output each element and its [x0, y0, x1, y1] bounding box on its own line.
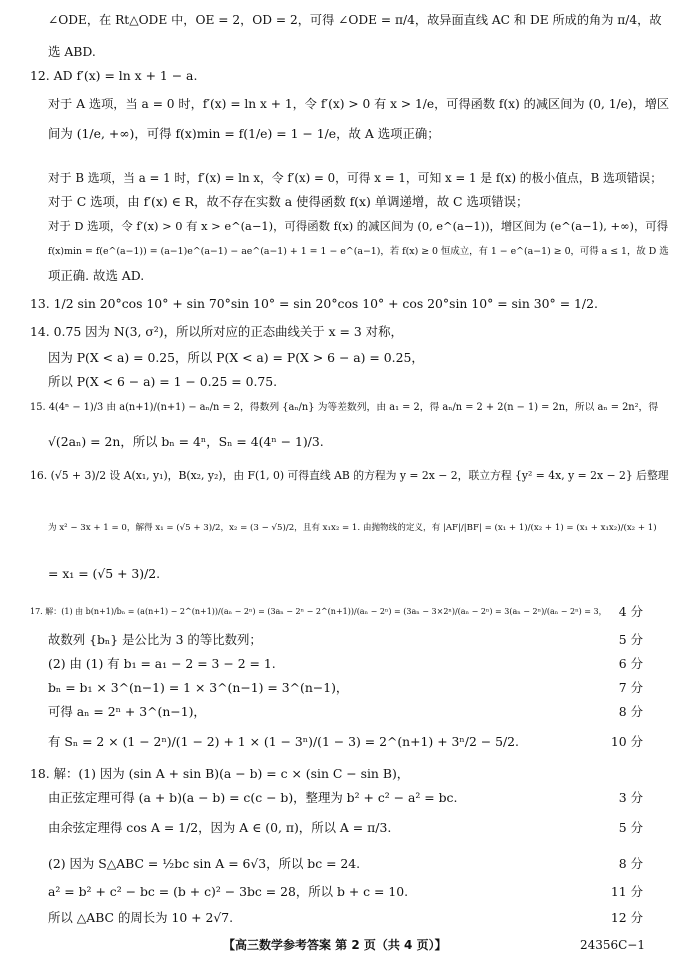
score-marker: 11 分: [610, 884, 643, 899]
text-line: 15. 4(4ⁿ − 1)/3 由 a(n+1)/(n+1) − aₙ/n = 2，得数列 {aₙ/n} 为等差数列，由 a₁ = 2，得 aₙ/n = 2 + 2(n − 1) = 2n，所以 aₙ = 2n²，得: [30, 402, 659, 413]
score-marker: 10 分: [610, 734, 643, 749]
text-line: 16. (√5 + 3)/2 设 A(x₁, y₁)，B(x₂, y₂)，由 F(1, 0) 可得直线 AB 的方程为 y = 2x − 2，联立方程 {y² = 4x, y = 2x − 2} 后整理: [30, 469, 669, 482]
text-line: 有 Sₙ = 2 × (1 − 2ⁿ)/(1 − 2) + 1 × (1 − 3ⁿ)/(1 − 3) = 2^(n+1) + 3ⁿ/2 − 5/2.: [48, 734, 519, 749]
text-line: 14. 0.75 因为 N(3, σ²)，所以所对应的正态曲线关于 x = 3 对称，: [30, 324, 403, 339]
text-line: 对于 B 选项，当 a = 1 时，f′(x) = ln x，令 f′(x) = 0，可得 x = 1，可知 x = 1 是 f(x) 的极小值点，B 选项错误；: [48, 171, 662, 185]
text-line: 间为 (1/e, +∞)，可得 f(x)min = f(1/e) = 1 − 1/e，故 A 选项正确；: [48, 126, 440, 141]
score-marker: 12 分: [610, 910, 643, 925]
text-line: (2) 由 (1) 有 b₁ = a₁ − 2 = 3 − 2 = 1.: [48, 656, 276, 671]
text-line: ∠ODE，在 Rt△ODE 中，OE = 2，OD = 2，可得 ∠ODE = π/4，故异面直线 AC 和 DE 所成的角为 π/4，故: [48, 13, 662, 27]
text-line: 对于 C 选项，由 f′(x) ∈ R，故不存在实数 a 使得函数 f(x) 单调递增，故 C 选项错误；: [48, 194, 529, 209]
score-marker: 8 分: [618, 856, 643, 871]
score-marker: 7 分: [618, 680, 643, 695]
text-line: 故数列 {bₙ} 是公比为 3 的等比数列；: [48, 632, 262, 647]
text-line: 所以 P(X < 6 − a) = 1 − 0.25 = 0.75.: [48, 374, 278, 389]
text-line: = x₁ = (√5 + 3)/2.: [48, 566, 161, 581]
text-line: f(x)min = f(e^(a−1)) = (a−1)e^(a−1) − ae^(a−1) + 1 = 1 − e^(a−1)，若 f(x) ≥ 0 恒成立，有 1 − e^(a−1) ≥ 0，可得 a ≤ 1，故 D 选: [48, 246, 669, 257]
text-line: 所以 △ABC 的周长为 10 + 2√7.: [48, 910, 234, 925]
text-line: 13. 1/2 sin 20°cos 10° + sin 70°sin 10° = sin 20°cos 10° + cos 20°sin 10° = sin 30° = 1/2.: [30, 296, 598, 311]
text-line: 为 x² − 3x + 1 = 0，解得 x₁ = (√5 + 3)/2，x₂ = (3 − √5)/2，且有 x₁x₂ = 1. 由抛物线的定义，有 |AF|/|BF| = (x₁ + 1)/(x₂ + 1) = (x₁ + x₁x₂)/(x₂ + 1): [48, 523, 657, 533]
score-marker: 6 分: [618, 656, 643, 671]
score-marker: 3 分: [618, 790, 643, 805]
text-line: 由正弦定理可得 (a + b)(a − b) = c(c − b)，整理为 b² + c² − a² = bc.: [48, 790, 458, 805]
text-line: 17. 解：(1) 由 b(n+1)/bₙ = (a(n+1) − 2^(n+1))/(aₙ − 2ⁿ) = (3aₙ − 2ⁿ − 2^(n+1))/(aₙ − 2ⁿ) = (3aₙ − 3×2ⁿ)/(aₙ − 2ⁿ) = 3(aₙ − 2ⁿ)/(aₙ − 2ⁿ) = 3，: [30, 607, 607, 616]
text-line: 18. 解：(1) 因为 (sin A + sin B)(a − b) = c × (sin C − sin B)，: [30, 766, 410, 781]
text-line: 项正确. 故选 AD.: [48, 268, 145, 283]
score-marker: 5 分: [618, 820, 643, 835]
text-line: 可得 aₙ = 2ⁿ + 3^(n−1)，: [48, 704, 206, 719]
text-line: (2) 因为 S△ABC = ½bc sin A = 6√3，所以 bc = 24.: [48, 856, 361, 871]
score-marker: 8 分: [618, 704, 643, 719]
score-marker: 5 分: [618, 632, 643, 647]
score-marker: 4 分: [618, 604, 643, 619]
text-line: √(2aₙ) = 2n，所以 bₙ = 4ⁿ，Sₙ = 4(4ⁿ − 1)/3.: [48, 434, 324, 449]
text-line: 对于 D 选项，令 f′(x) > 0 有 x > e^(a−1)，可得函数 f(x) 的减区间为 (0, e^(a−1))，增区间为 (e^(a−1), +∞)，可得: [48, 219, 669, 233]
text-line: 因为 P(X < a) = 0.25，所以 P(X < a) = P(X > 6 − a) = 0.25，: [48, 350, 424, 365]
text-line: 由余弦定理得 cos A = 1/2，因为 A ∈ (0, π)，所以 A = π/3.: [48, 820, 392, 835]
text-line: 12. AD f′(x) = ln x + 1 − a.: [30, 68, 198, 83]
footer-title: 【高三数学参考答案 第 2 页（共 4 页）】: [223, 938, 447, 952]
text-line: 对于 A 选项，当 a = 0 时，f′(x) = ln x + 1，令 f′(x) > 0 有 x > 1/e，可得函数 f(x) 的减区间为 (0, 1/e)，增区: [48, 97, 670, 111]
footer-code: 24356C−1: [579, 938, 645, 952]
text-line: 选 ABD.: [48, 44, 96, 59]
text-line: bₙ = b₁ × 3^(n−1) = 1 × 3^(n−1) = 3^(n−1)，: [48, 680, 349, 695]
text-line: a² = b² + c² − bc = (b + c)² − 3bc = 28，所以 b + c = 10.: [48, 884, 409, 899]
